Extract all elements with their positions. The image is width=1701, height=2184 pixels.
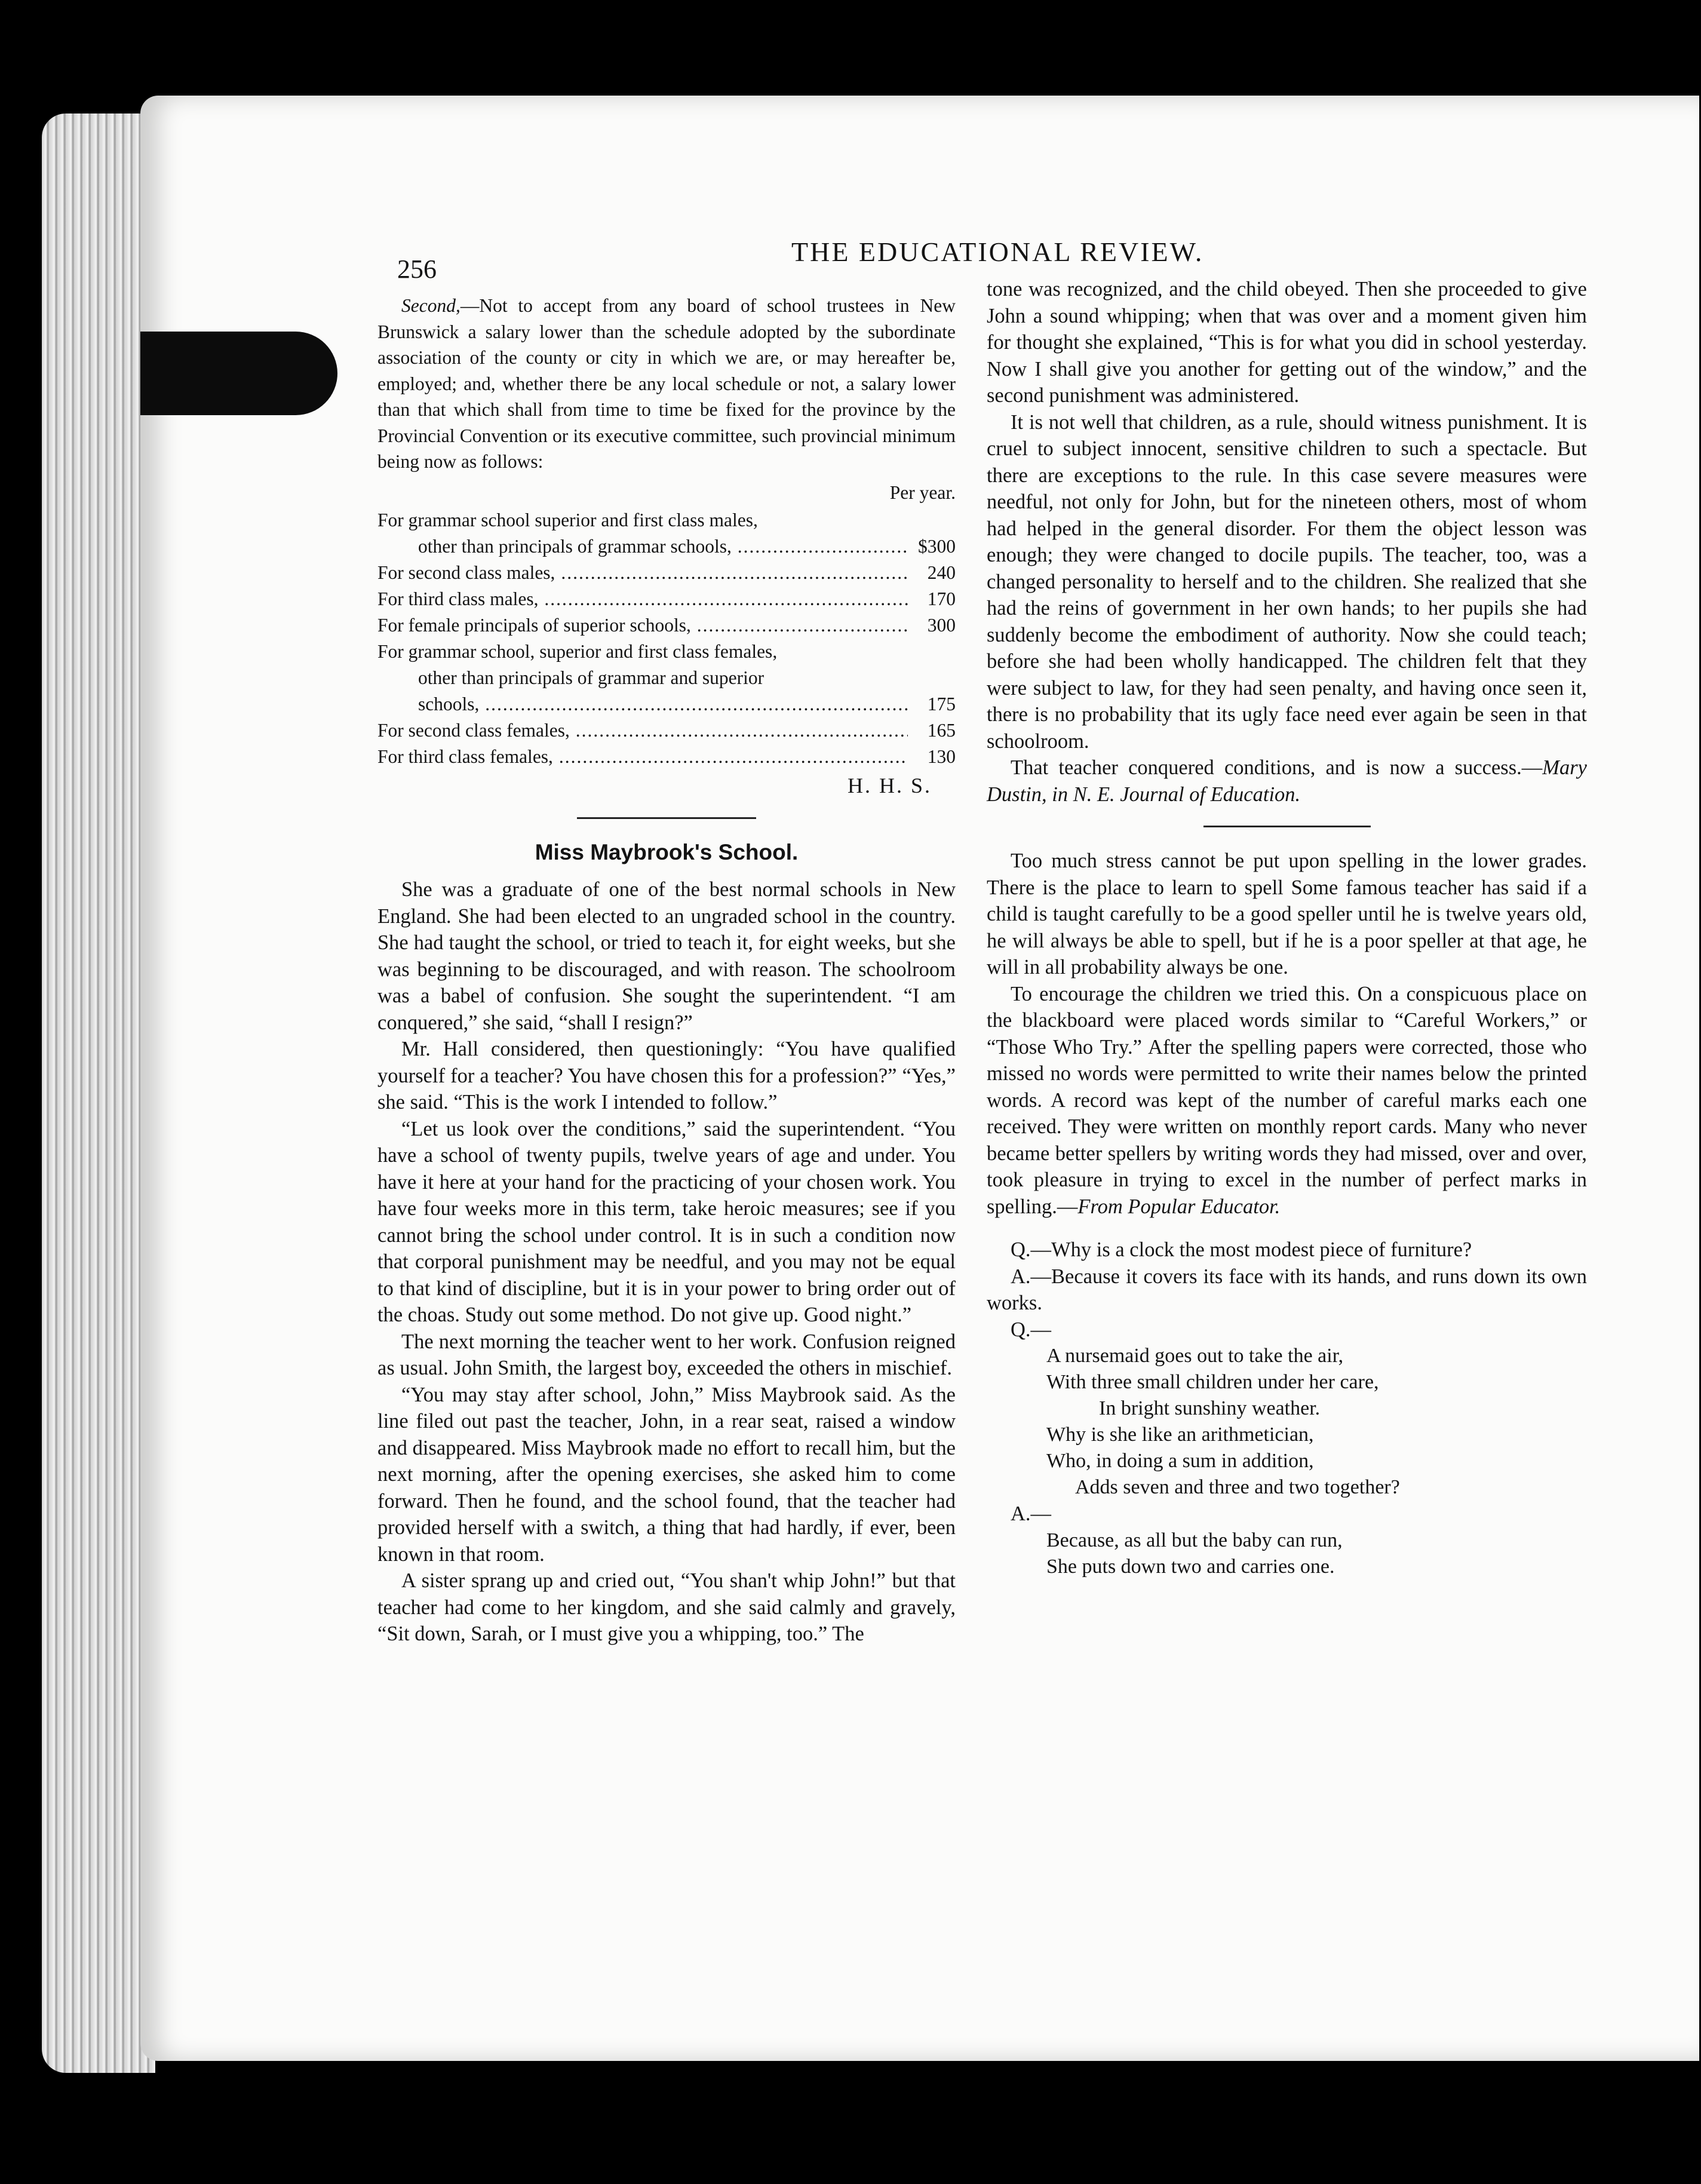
verse-line: Adds seven and three and two together? <box>1075 1476 1400 1498</box>
salary-row <box>377 507 956 533</box>
answer-line: Because, as all but the baby can run, <box>1046 1529 1343 1551</box>
article-paragraph: It is not well that children, as a rule, should witness punishment. It is cruel to subject innocent, sensitive children to such a spectacle. But there are exceptions to the rule. In this case severe measures were needful, not only for John, but for the nineteen others, most of whom had helped in the general disorder. For them the object lesson was enough; they were changed to docile pupils. The teacher, too, was a changed personality to herself and to the children. She realized that she had the reins of government in her own hands; to her pupils she had suddenly become the embodiment of authority. Now she could teach; before she had been wholly handicapped. The children felt that they were subject to law, for they had seen penalty, and having once seen it, there is no probability that its ugly face need ever again be seen in that schoolroom. <box>987 410 1587 753</box>
salary-category: For third class females, ..... <box>377 744 908 770</box>
salary-category: For second class males, ..... <box>377 560 908 586</box>
verse-line: A nursemaid goes out to take the air, <box>1046 1345 1344 1367</box>
riddle-answer: A.—Because it covers its face with its hands, and runs down its own works. <box>987 1265 1587 1314</box>
salary-row <box>377 612 956 639</box>
verse-line: In bright sunshiny weather. <box>1099 1397 1321 1419</box>
article-title: Miss Maybrook's School. <box>535 839 799 864</box>
page-header <box>397 236 1269 284</box>
right-column <box>987 276 1587 1580</box>
salary-category: schools, ..... <box>377 691 908 717</box>
salary-row <box>377 533 956 560</box>
salary-row <box>377 586 956 612</box>
salary-amount: 130 <box>927 746 956 767</box>
salary-row <box>377 665 956 691</box>
article-body-continued <box>987 409 1587 755</box>
salary-category: For third class males, ..... <box>377 586 908 612</box>
spelling-final-text: To encourage the children we tried this. On a conspicuous place on the blackboard were placed words similar to “Careful Workers,” or “Those Who Try.” After the spelling papers were corrected, those who missed no words were permitted to write their names below the printed words. A record was kept of the number of careful marks each one received. They were written on monthly report cards. Many who never became better spellers by writing words they had missed, over and over, took pleasure in trying to excel in the number of perfect marks in spelling.— <box>987 982 1587 1218</box>
salary-category: For grammar school, superior and first class females, <box>377 641 778 662</box>
salary-category: other than principals of grammar schools, ..... <box>377 533 908 560</box>
resolution-lead: Second, <box>401 295 460 316</box>
salary-amount: 175 <box>927 694 956 714</box>
section-divider <box>577 817 756 819</box>
riddle-question: Q.—Why is a clock the most modest piece of furniture? <box>1011 1238 1472 1261</box>
verse-line: With three small children under her care, <box>1046 1371 1379 1393</box>
salary-schedule <box>377 507 956 770</box>
salary-row <box>377 560 956 586</box>
per-year-label: Per year. <box>889 481 956 503</box>
salary-row <box>377 691 956 717</box>
salary-amount: 170 <box>927 588 956 609</box>
article-closing <box>987 754 1587 808</box>
section-divider <box>1203 826 1371 827</box>
article-paragraph: Mr. Hall considered, then questioningly: “You have qualified yourself for a teacher? You have chosen this for a profession?” “Yes,” she said. “This is the work I intended to follow.” <box>377 1038 956 1114</box>
salary-category: For second class females, ..... <box>377 717 908 744</box>
salary-amount: $300 <box>918 536 956 557</box>
article-body <box>377 876 956 1648</box>
salary-row <box>377 717 956 744</box>
article-paragraph: A sister sprang up and cried out, “You shan't whip John!” but that teacher had come to her kingdom, and she said calmly and gravely, “Sit down, Sarah, or I must give you a whipping, too.” The <box>377 1569 956 1645</box>
resolution-text: —Not to accept from any board of school trustees in New Brunswick a salary lower than the schedule adopted by the subordinate association of the county or city in which we are, or may hereafter be, employed; and, whether there be any local schedule or not, a salary lower than that which shall from time to time be fixed for the province by the Provincial Convention or its executive committee, such provincial minimum being now as follows: <box>377 295 956 472</box>
spelling-paragraph: Too much stress cannot be put upon spelling in the lower grades. There is the place to learn to spell Some famous teacher has said if a child is taught carefully to be a good speller until he is twelve years old, he will always be able to spell, but if he is a poor speller at that age, he will in all probability always be one. <box>987 849 1587 978</box>
spelling-source: From Popular Educator. <box>1077 1195 1281 1218</box>
salary-category: For grammar school superior and first class males, <box>377 510 758 530</box>
salary-row <box>377 639 956 665</box>
page-number: 256 <box>397 254 437 284</box>
salary-category: other than principals of grammar and superior <box>418 667 764 688</box>
riddle-verse <box>987 1343 1587 1501</box>
article-continuation: tone was recognized, and the child obeyed. Then she proceeded to give John a sound whipping; when that was over and a moment given him for thought she explained, “This is for what you did in school yesterday. Now I shall give you another for getting out of the window,” and the second punishment was administered. <box>987 278 1587 407</box>
closing-source: Mary Dustin, in N. E. Journal of Education. <box>987 756 1587 806</box>
riddle-answer-label: A.— <box>1011 1502 1052 1525</box>
riddle-question-label: Q.— <box>1011 1318 1052 1341</box>
spelling-article <box>987 848 1587 981</box>
article-paragraph: She was a graduate of one of the best normal schools in New England. She had been elected to an ungraded school in the country. She had taught the school, or tried to teach it, for eight weeks, but she was beginning to be discouraged, and with reason. The schoolroom was a babel of confusion. She sought the superintendent. “I am conquered,” she said, “shall I resign?” <box>377 878 956 1034</box>
closing-text: That teacher conquered conditions, and is now a success.— <box>1011 756 1543 779</box>
article-paragraph: The next morning the teacher went to her work. Confusion reigned as usual. John Smith, the largest boy, exceeded the others in mischief. <box>377 1330 956 1379</box>
salary-amount: 240 <box>927 562 956 583</box>
resolution-paragraph <box>377 293 956 475</box>
salary-amount: 165 <box>927 720 956 741</box>
article-paragraph: “You may stay after school, John,” Miss Maybrook said. As the line filed out past the teacher, John, in a rear seat, raised a window and disappeared. Miss Maybrook made no effort to recall him, but the next morning, after the opening exercises, she asked him to come forward. Then he found, and the school found, that the teacher had provided herself with a switch, a thing that had hardly, if ever, been known in that room. <box>377 1383 956 1566</box>
verse-line: Who, in doing a sum in addition, <box>1046 1450 1314 1472</box>
author-initials: H. H. S. <box>847 774 932 797</box>
left-column <box>377 293 956 1648</box>
salary-category: For female principals of superior schools, ..... <box>377 612 908 639</box>
spelling-final-paragraph <box>987 981 1587 1220</box>
answer-line: She puts down two and carries one. <box>1046 1555 1335 1578</box>
article-paragraph: “Let us look over the conditions,” said the superintendent. “You have a school of twenty pupils, twelve years of age and under. You have it here at your hand for the practicing of your chosen work. You have four weeks more in this term, take heroic measures; see if you cannot bring the school under control. It is in such a condition now that corporal punishment may be needful, and you may not be equal to that kind of discipline, but it is in your power to bring order out of the choas. Study out some method. Do not give up. Good night.” <box>377 1117 956 1326</box>
book-page-edges <box>42 114 155 2073</box>
salary-amount: 300 <box>927 615 956 636</box>
page-clip <box>140 332 337 415</box>
verse-line: Why is she like an arithmetician, <box>1046 1424 1314 1446</box>
running-head: THE EDUCATIONAL REVIEW. <box>791 237 1204 267</box>
salary-row <box>377 744 956 770</box>
riddle-answer-verse <box>987 1527 1587 1580</box>
spacer <box>987 1220 1587 1237</box>
